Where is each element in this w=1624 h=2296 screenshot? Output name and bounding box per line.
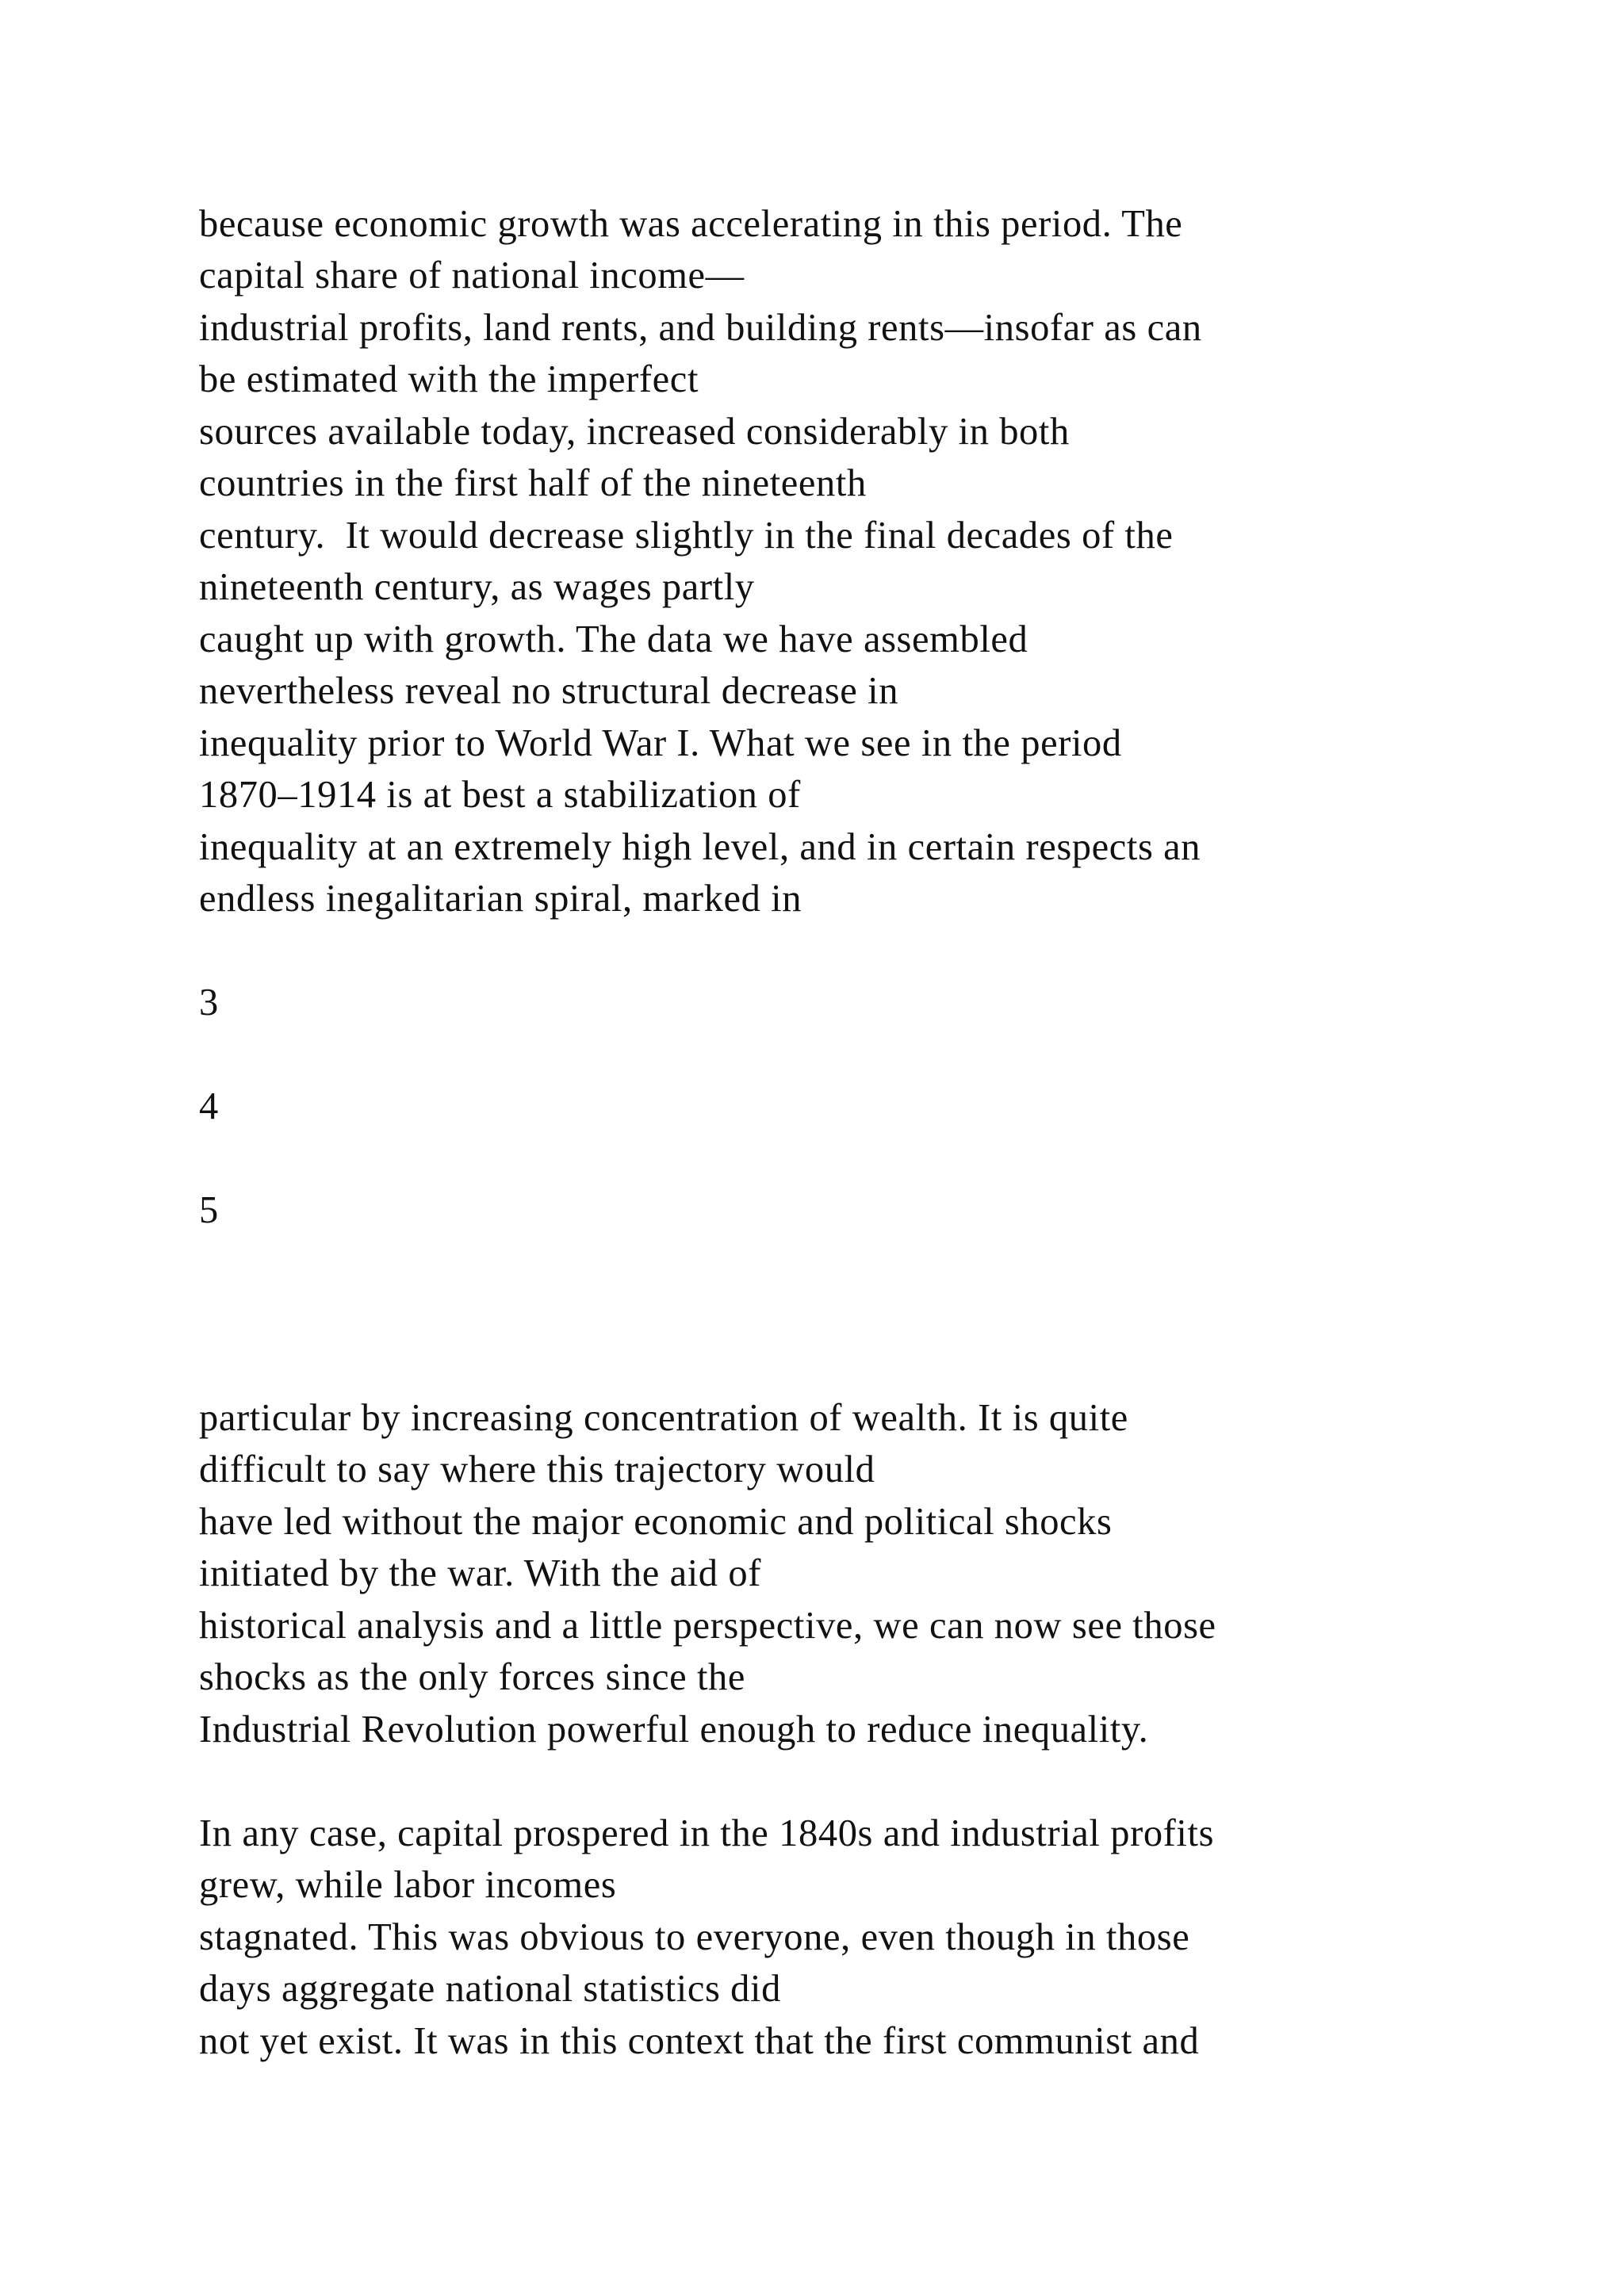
text-line: initiated by the war. With the aid of	[199, 1552, 761, 1594]
text-line: have led without the major economic and political shocks	[199, 1501, 1113, 1543]
text-line: inequality at an extremely high level, and in certain respects an	[199, 826, 1201, 868]
text-line: In any case, capital prospered in the 1840s and industrial profits	[199, 1812, 1215, 1854]
text-line: Industrial Revolution powerful enough to reduce inequality.	[199, 1709, 1149, 1751]
text-line: sources available today, increased considerably in both	[199, 411, 1070, 453]
text-line: caught up with growth. The data we have assembled	[199, 618, 1028, 660]
text-line: stagnated. This was obvious to everyone, even though in those	[199, 1916, 1190, 1958]
text-line: historical analysis and a little perspective, we can now see those	[199, 1605, 1216, 1647]
text-line: be estimated with the imperfect	[199, 358, 699, 400]
footnote-number: 4	[199, 1085, 219, 1127]
text-line: capital share of national income—	[199, 254, 745, 297]
text-line: countries in the first half of the nineteenth	[199, 462, 867, 504]
text-line: not yet exist. It was in this context that the first communist and	[199, 2020, 1200, 2062]
text-line: grew, while labor incomes	[199, 1864, 617, 1906]
text-line: nineteenth century, as wages partly	[199, 566, 755, 608]
text-line: industrial profits, land rents, and building rents—insofar as can	[199, 307, 1202, 349]
text-line: endless inegalitarian spiral, marked in	[199, 878, 802, 920]
text-line: difficult to say where this trajectory would	[199, 1448, 875, 1490]
text-line: shocks as the only forces since the	[199, 1656, 746, 1698]
footnote-number: 3	[199, 982, 219, 1024]
footnote-number: 5	[199, 1189, 219, 1231]
text-line: 1870–1914 is at best a stabilization of	[199, 774, 801, 816]
text-line: days aggregate national statistics did	[199, 1968, 781, 2010]
text-line: inequality prior to World War I. What we see in the period	[199, 722, 1122, 764]
text-line: because economic growth was accelerating in this period. The	[199, 203, 1183, 245]
text-line: particular by increasing concentration of wealth. It is quite	[199, 1397, 1128, 1439]
text-line: nevertheless reveal no structural decrease in	[199, 670, 899, 712]
text-line: century. It would decrease slightly in the final decades of the	[199, 515, 1174, 557]
